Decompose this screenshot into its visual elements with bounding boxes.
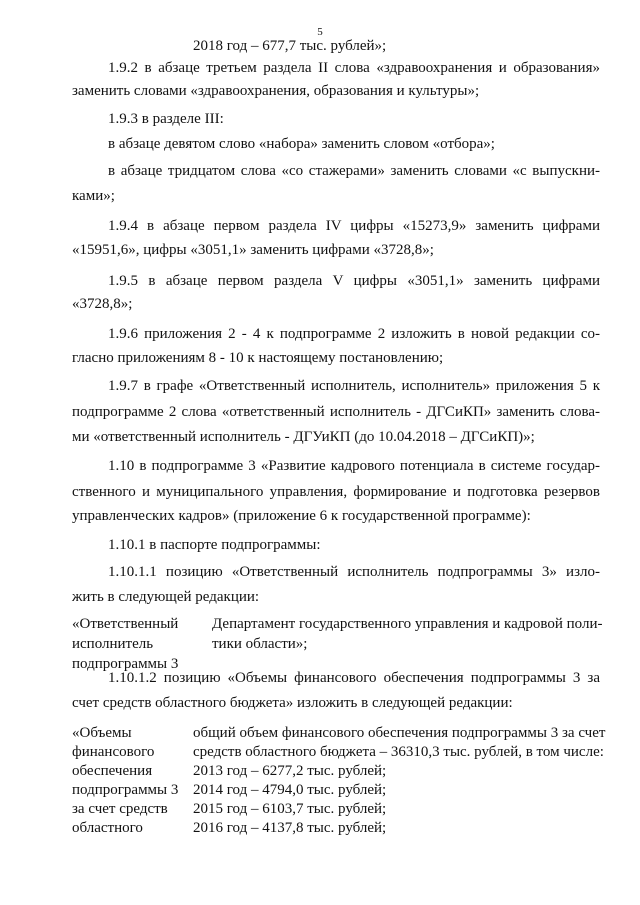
text-line: 1.9.7 в графе «Ответственный исполнитель, исполнитель» приложения 5 к	[108, 378, 600, 394]
text-line: 1.10.1.1 позицию «Ответственный исполнитель подпрограммы 3» изло-	[108, 564, 600, 580]
table-value: тики области»;	[212, 636, 308, 652]
text-line: «15951,6», цифры «3051,1» заменить цифрами «3728,8»;	[72, 242, 434, 258]
table-label: «Ответственный	[72, 616, 179, 632]
table-value: общий объем финансового обеспечения подпрограммы 3 за счет	[193, 725, 606, 741]
table-value: 2016 год – 4137,8 тыс. рублей;	[193, 820, 387, 836]
text-line: в абзаце тридцатом слова «со стажерами» заменить словами «с выпускни-	[108, 163, 600, 179]
text-line: жить в следующей редакции:	[72, 589, 260, 605]
text-line: 1.9.6 приложения 2 - 4 к подпрограмме 2 изложить в новой редакции со-	[108, 326, 600, 342]
table-label: исполнитель	[72, 636, 154, 652]
table-label: подпрограммы 3	[72, 656, 179, 672]
text-line: «3728,8»;	[72, 296, 133, 312]
text-line: заменить словами «здравоохранения, образования и культуры»;	[72, 83, 480, 99]
page-number: 5	[317, 26, 323, 38]
table-value: Департамент государственного управления и кадровой поли-	[212, 616, 603, 632]
text-line: ками»;	[72, 188, 115, 204]
table-label: финансового	[72, 744, 155, 760]
table-value: 2015 год – 6103,7 тыс. рублей;	[193, 801, 387, 817]
table-value: 2014 год – 4794,0 тыс. рублей;	[193, 782, 387, 798]
text-line: 2018 год – 677,7 тыс. рублей»;	[193, 38, 387, 54]
table-label: областного	[72, 820, 143, 836]
text-line: ственного и муниципального управления, формирование и подготовка резервов	[72, 484, 600, 500]
text-line: 1.9.3 в разделе III:	[108, 111, 224, 127]
table-label: «Объемы	[72, 725, 132, 741]
table-value: средств областного бюджета – 36310,3 тыс. рублей, в том числе:	[193, 744, 604, 760]
text-line: в абзаце девятом слово «набора» заменить словом «отбора»;	[108, 136, 495, 152]
table-label: подпрограммы 3	[72, 782, 179, 798]
text-line: 1.10.1.2 позицию «Объемы финансового обеспечения подпрограммы 3 за	[108, 670, 600, 686]
text-line: 1.9.5 в абзаце первом раздела V цифры «3051,1» заменить цифрами	[108, 273, 600, 289]
text-line: управленческих кадров» (приложение 6 к государственной программе):	[72, 508, 531, 524]
text-line: подпрограмме 2 слова «ответственный исполнитель - ДГСиКП» заменить слова-	[72, 404, 600, 420]
text-line: 1.10.1 в паспорте подпрограммы:	[108, 537, 321, 553]
text-line: ми «ответственный исполнитель - ДГУиКП (до 10.04.2018 – ДГСиКП)»;	[72, 429, 535, 445]
text-line: счет средств областного бюджета» изложить в следующей редакции:	[72, 695, 513, 711]
text-line: 1.10 в подпрограмме 3 «Развитие кадрового потенциала в системе государ-	[108, 458, 600, 474]
text-line: гласно приложениям 8 - 10 к настоящему постановлению;	[72, 350, 444, 366]
table-label: за счет средств	[72, 801, 168, 817]
table-label: обеспечения	[72, 763, 153, 779]
table-value: 2013 год – 6277,2 тыс. рублей;	[193, 763, 387, 779]
text-line: 1.9.2 в абзаце третьем раздела II слова «здравоохранения и образования»	[108, 60, 600, 76]
text-line: 1.9.4 в абзаце первом раздела IV цифры «15273,9» заменить цифрами	[108, 218, 600, 234]
